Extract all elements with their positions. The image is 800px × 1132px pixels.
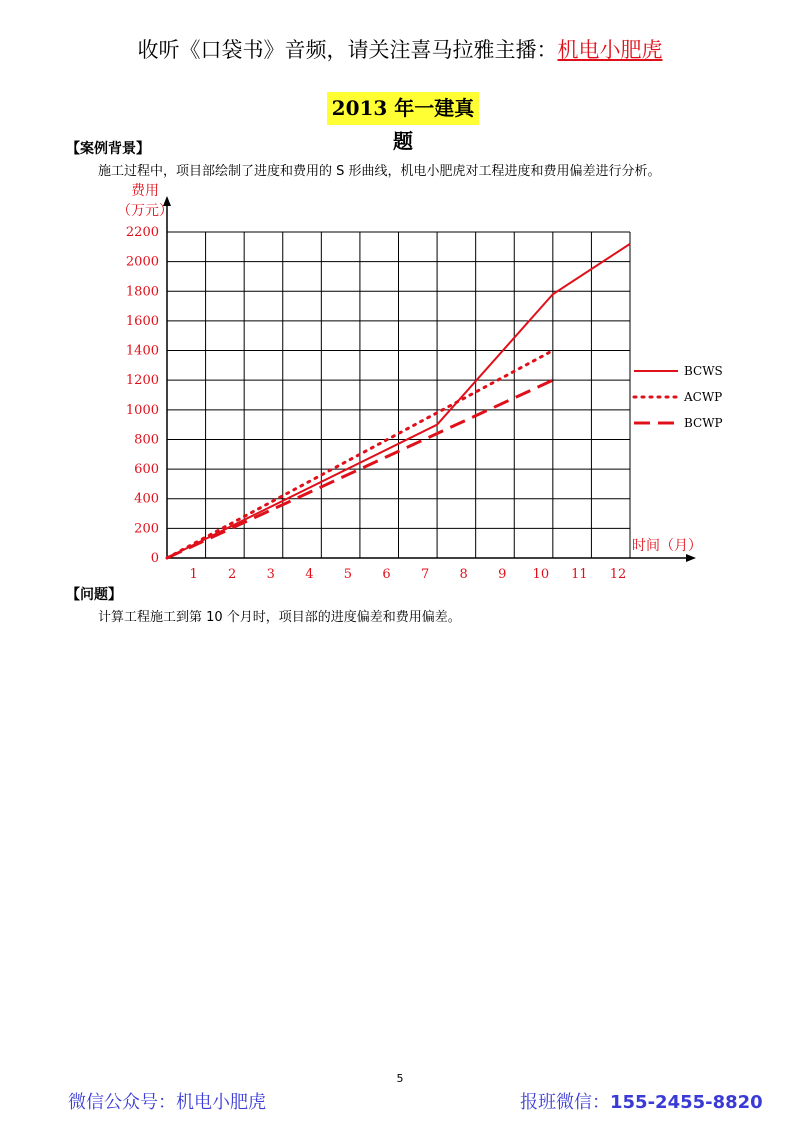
x-tick-label: 3 (266, 567, 275, 582)
chart-grid (167, 232, 630, 558)
x-tick-label: 10 (532, 567, 550, 582)
page-number: 5 (396, 1072, 404, 1085)
x-tick-label: 12 (609, 567, 627, 582)
x-tick-label: 9 (498, 567, 507, 582)
background-text: 施工过程中，项目部绘制了进度和费用的 S 形曲线，机电小肥虎对工程进度和费用偏差进行分析。 (98, 164, 661, 179)
chart-axes (163, 196, 696, 562)
x-tick-label: 7 (420, 567, 430, 582)
y-tick-label: 2000 (125, 254, 159, 270)
y-tick-label: 1800 (125, 284, 159, 300)
x-axis-title: 时间（月） (632, 538, 702, 554)
y-tick-label: 1400 (125, 343, 159, 359)
question-heading: 【问题】 (66, 587, 122, 603)
footer-contact (520, 1088, 763, 1114)
s-curve-chart (0, 175, 800, 585)
footer-wechat-account: 微信公众号：机电小肥虎 (68, 1092, 266, 1113)
x-tick-label: 6 (382, 567, 391, 582)
chart-labels (117, 182, 702, 582)
y-tick-label: 1600 (125, 313, 159, 329)
y-tick-label: 1200 (125, 373, 159, 389)
y-tick-label: 400 (134, 491, 159, 507)
x-tick-label: 11 (571, 567, 588, 582)
header-author-link[interactable]: 机电小肥虎 (557, 38, 663, 62)
y-tick-label: 800 (134, 432, 159, 448)
legend-label-acwp: ACWP (684, 390, 723, 404)
footer-phone: 155-2455-8820 (610, 1092, 763, 1113)
y-tick-label: 1000 (125, 402, 159, 418)
header-prefix: 收听《口袋书》音频，请关注喜马拉雅主播： (137, 38, 558, 62)
header-banner (0, 34, 800, 64)
y-tick-label: 200 (134, 521, 159, 537)
legend-label-bcwp: BCWP (684, 416, 723, 430)
x-tick-label: 4 (305, 567, 314, 582)
y-tick-label: 0 (150, 551, 159, 566)
background-heading: 【案例背景】 (66, 141, 150, 157)
x-tick-label: 1 (189, 567, 198, 582)
y-axis-title: 费用 (131, 183, 159, 199)
y-tick-label: 600 (134, 462, 159, 478)
footer-contact-label: 报班微信： (520, 1092, 610, 1113)
chart-legend (634, 364, 723, 430)
legend-label-bcws: BCWS (684, 364, 723, 378)
x-tick-label: 8 (459, 567, 468, 582)
x-tick-label: 2 (228, 567, 237, 582)
x-axis-arrow-icon (686, 554, 696, 562)
x-tick-label: 5 (343, 567, 353, 582)
y-axis-unit: （万元） (117, 203, 173, 219)
question-text: 计算工程施工到第 10 个月时，项目部的进度偏差和费用偏差。 (98, 610, 461, 625)
y-tick-label: 2200 (125, 225, 159, 240)
page-title: 2013 年一建真题 (327, 92, 479, 125)
